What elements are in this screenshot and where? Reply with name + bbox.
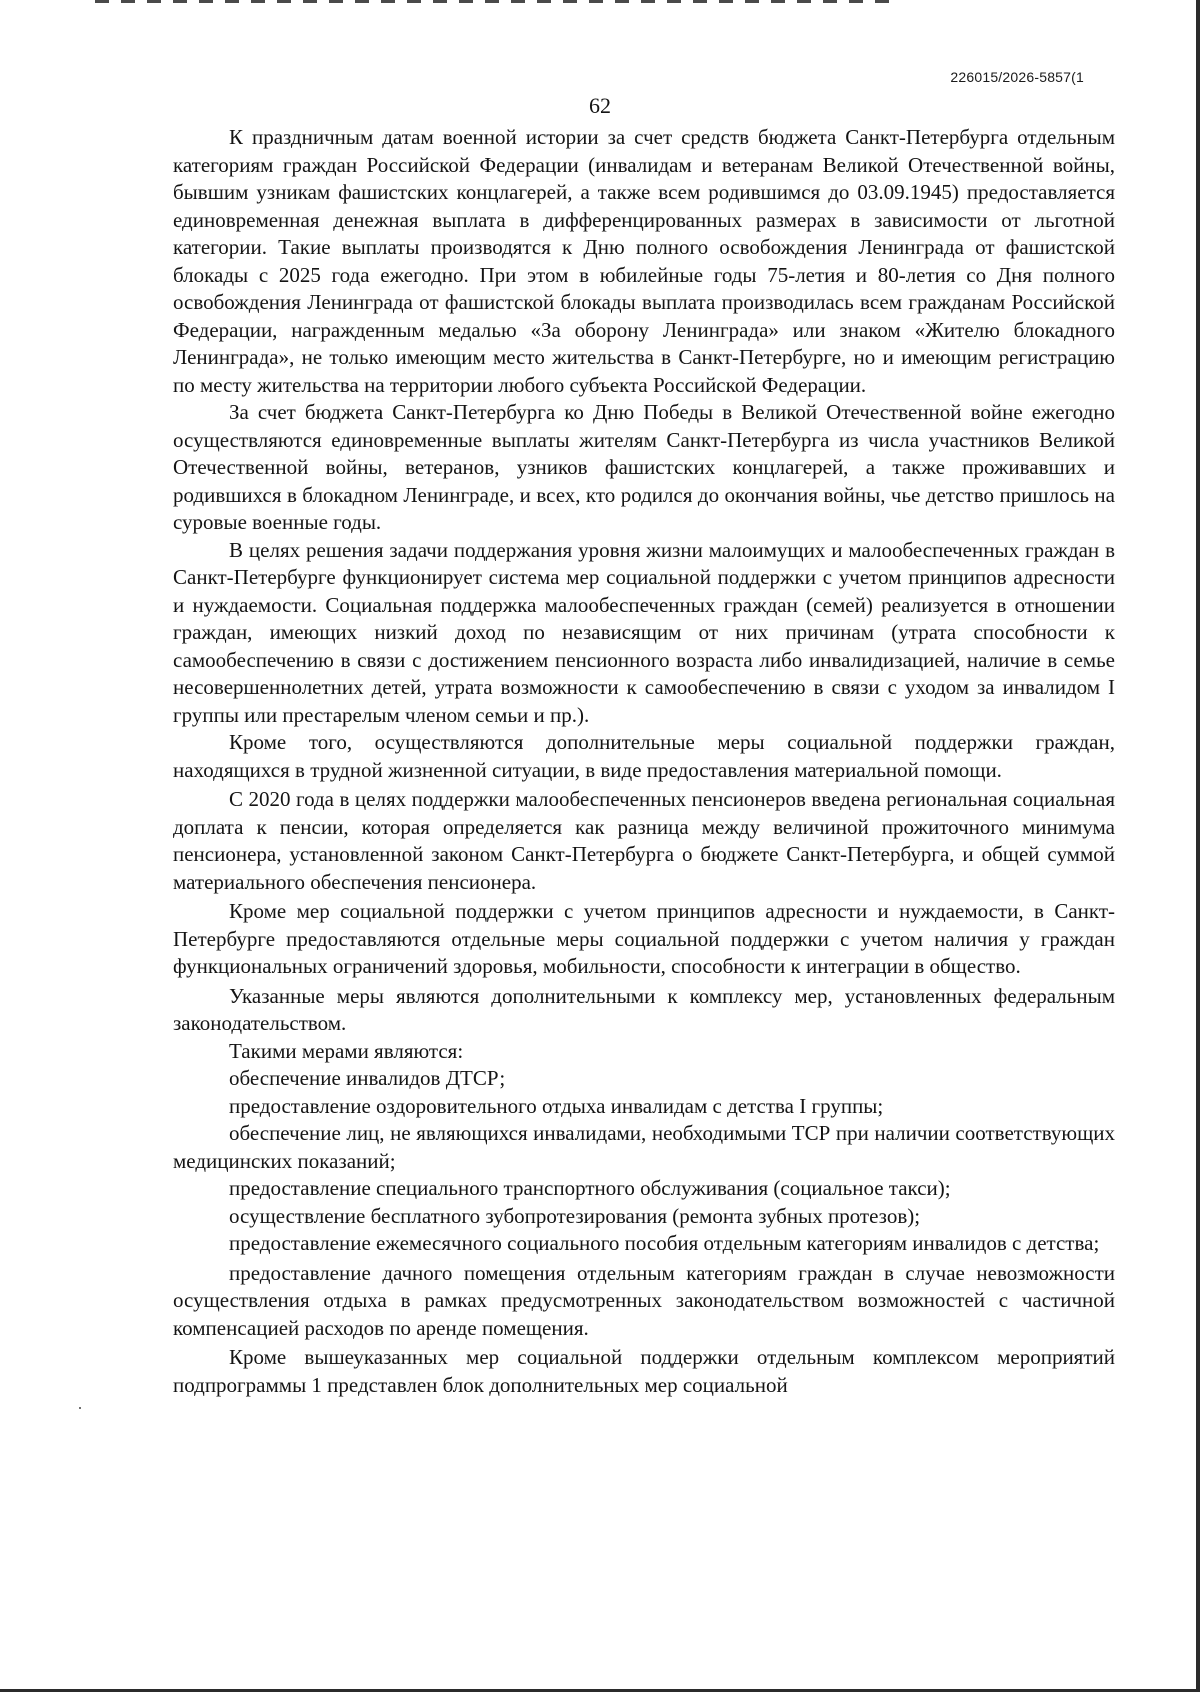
list-item: предоставление дачного помещения отдельным категориям граждан в случае невозможности осуществления отдыха в рамках предусмотренных законодательством возможностей с частичной компенсацией расходов по аренде помещения.: [173, 1260, 1115, 1340]
paragraph: За счет бюджета Санкт-Петербурга ко Дню Победы в Великой Отечественной войне ежегодно осуществляются единовременные выплаты жителям Санкт-Петербурга из числа участников Великой Отечественной войны, ветеранов, узников фашистских концлагерей, а также проживавших и родившихся в блокадном Ленинграде, и всех, кто родился до окончания войны, чье детство пришлось на суровые военные годы.: [173, 400, 1115, 534]
scan-speck: [79, 1407, 81, 1409]
list-item: осуществление бесплатного зубопротезирования (ремонта зубных протезов);: [229, 1203, 921, 1228]
paragraph: К праздничным датам военной истории за счет средств бюджета Санкт-Петербурга отдельным категориям граждан Российской Федерации (инвалидам и ветеранам Великой Отечественной войны, бывшим узникам фашистских концлагерей, а также всем родившимся до 03.09.1945) предоставляется единовременная денежная выплата в дифференцированных размерах в зависимости от льготной категории. Такие выплаты производятся к Дню полного освобождения Ленинграда от фашистской блокады с 2025 года ежегодно. При этом в юбилейные годы 75-летия и 80-летия со Дня полного освобождения Ленинграда от фашистской блокады выплата производилась всем гражданам Российской Федерации, награжденным медалью «За оборону Ленинграда» или знаком «Жителю блокадного Ленинграда», не только имеющим место жительства в Санкт-Петербурге, но и имеющим регистрацию по месту жительства на территории любого субъекта Российской Федерации.: [173, 125, 1115, 397]
document-registration-number: 226015/2026-5857(1: [950, 69, 1084, 85]
scan-edge-right: [1196, 0, 1200, 1692]
list-item: предоставление ежемесячного социального пособия отдельным категориям инвалидов с детства;: [229, 1231, 1100, 1255]
list-item: предоставление оздоровительного отдыха инвалидам с детства I группы;: [229, 1093, 884, 1118]
paragraph: Кроме вышеуказанных мер социальной поддержки отдельным комплексом мероприятий подпрограммы 1 представлен блок дополнительных мер социальной: [173, 1345, 1115, 1397]
paragraph: В целях решения задачи поддержания уровня жизни малоимущих и малообеспеченных граждан в Санкт-Петербурге функционирует система мер социальной поддержки с учетом принципов адресности и нуждаемости. Социальная поддержка малообеспеченных граждан (семей) реализуется в отношении граждан, имеющих низкий доход по независящим от них причинам (утрата способности к самообеспечению в связи с достижением пенсионного возраста либо инвалидизацией, наличие в семье несовершеннолетних детей, утрата возможности к самообеспечению в связи с уходом за инвалидом I группы или престарелым членом семьи и пр.).: [173, 537, 1115, 727]
paragraph: Кроме мер социальной поддержки с учетом принципов адресности и нуждаемости, в Санкт-Петербурге предоставляются отдельные меры социальной поддержки с учетом наличия у граждан функциональных ограничений здоровья, мобильности, способности к интеграции в общество.: [173, 899, 1115, 978]
scan-edge-top: [95, 0, 895, 3]
paragraph: Указанные меры являются дополнительными к комплексу мер, установленных федеральным законодательством.: [173, 983, 1115, 1035]
list-intro: Такими мерами являются:: [229, 1038, 464, 1063]
document-body: [173, 124, 1115, 1399]
list-item: обеспечение инвалидов ДТСР;: [229, 1066, 506, 1090]
list-item: предоставление специального транспортного обслуживания (социальное такси);: [229, 1176, 951, 1200]
paragraph: Кроме того, осуществляются дополнительные меры социальной поддержки граждан, находящихся в трудной жизненной ситуации, в виде предоставления материальной помощи.: [173, 730, 1115, 782]
page-number: 62: [589, 93, 611, 118]
list-item: обеспечение лиц, не являющихся инвалидами, необходимыми ТСР при наличии соответствующих медицинских показаний;: [173, 1121, 1115, 1173]
paragraph: С 2020 года в целях поддержки малообеспеченных пенсионеров введена региональная социальная доплата к пенсии, которая определяется как разница между величиной прожиточного минимума пенсионера, установленной законом Санкт-Петербурга о бюджете Санкт-Петербурга, и общей суммой материального обеспечения пенсионера.: [173, 787, 1115, 894]
